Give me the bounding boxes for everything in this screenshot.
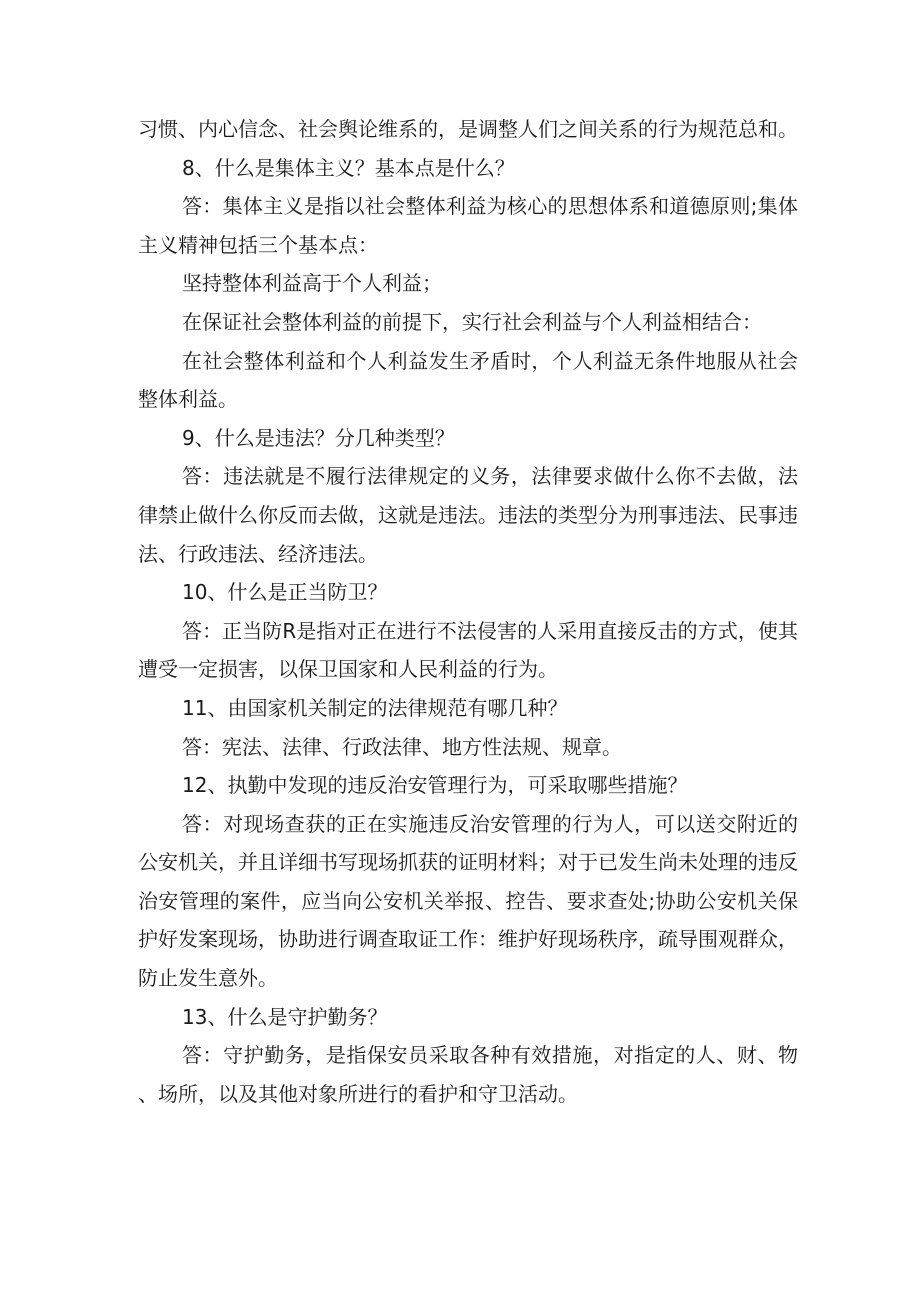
answer-8: 答：集体主义是指以社会整体利益为核心的思想体系和道德原则;集体主义精神包括三个基本点： xyxy=(138,194,798,257)
paragraph-continuation: 习惯、内心信念、社会舆论维系的，是调整人们之间关系的行为规范总和。 xyxy=(138,117,798,141)
question-11: 11、由国家机关制定的法律规范有哪几种？ xyxy=(182,695,568,720)
document-page xyxy=(138,110,798,1113)
question-10: 10、什么是正当防卫？ xyxy=(182,580,388,605)
answer-13: 答：守护勤务，是指保安员采取各种有效措施，对指定的人、财、物、场所，以及其他对象所进行的看护和守卫活动。 xyxy=(138,1043,798,1106)
question-13: 13、什么是守护勤务？ xyxy=(182,1004,388,1029)
answer-8-point-2: 在保证社会整体利益的前提下，实行社会利益与个人利益相结合： xyxy=(182,309,762,334)
answer-8-point-3: 在社会整体利益和个人利益发生矛盾时，个人利益无条件地服从社会整体利益。 xyxy=(138,348,798,412)
question-8: 8、什么是集体主义？基本点是什么？ xyxy=(182,155,515,180)
question-9: 9、什么是违法？分几种类型？ xyxy=(182,425,455,450)
answer-10: 答：正当防R是指对正在进行不法侵害的人采用直接反击的方式，使其遭受一定损害，以保卫国家和人民利益的行为。 xyxy=(138,618,798,682)
question-12: 12、执勤中发现的违反治安管理行为，可采取哪些措施？ xyxy=(182,773,688,798)
answer-9: 答：违法就是不履行法律规定的义务，法律要求做什么你不去做，法律禁止做什么你反而去做，这就是违法。违法的类型分为刑事违法、民事违法、行政违法、经济违法。 xyxy=(138,464,798,566)
answer-8-point-1: 坚持整体利益高于个人利益； xyxy=(182,271,442,296)
answer-12: 答：对现场查获的正在实施违反治安管理的行为人，可以送交附近的公安机关，并且详细书写现场抓获的证明材料；对于已发生尚未处理的违反治安管理的案件，应当向公安机关举报、控告、要求查处;协助公安机关保护好发案现场，协助进行调查取证工作：维护好现场秩序，疏导围观群众，防止发生意外。 xyxy=(138,811,798,991)
answer-11: 答：宪法、法律、行政法律、地方性法规、规章。 xyxy=(182,734,622,759)
